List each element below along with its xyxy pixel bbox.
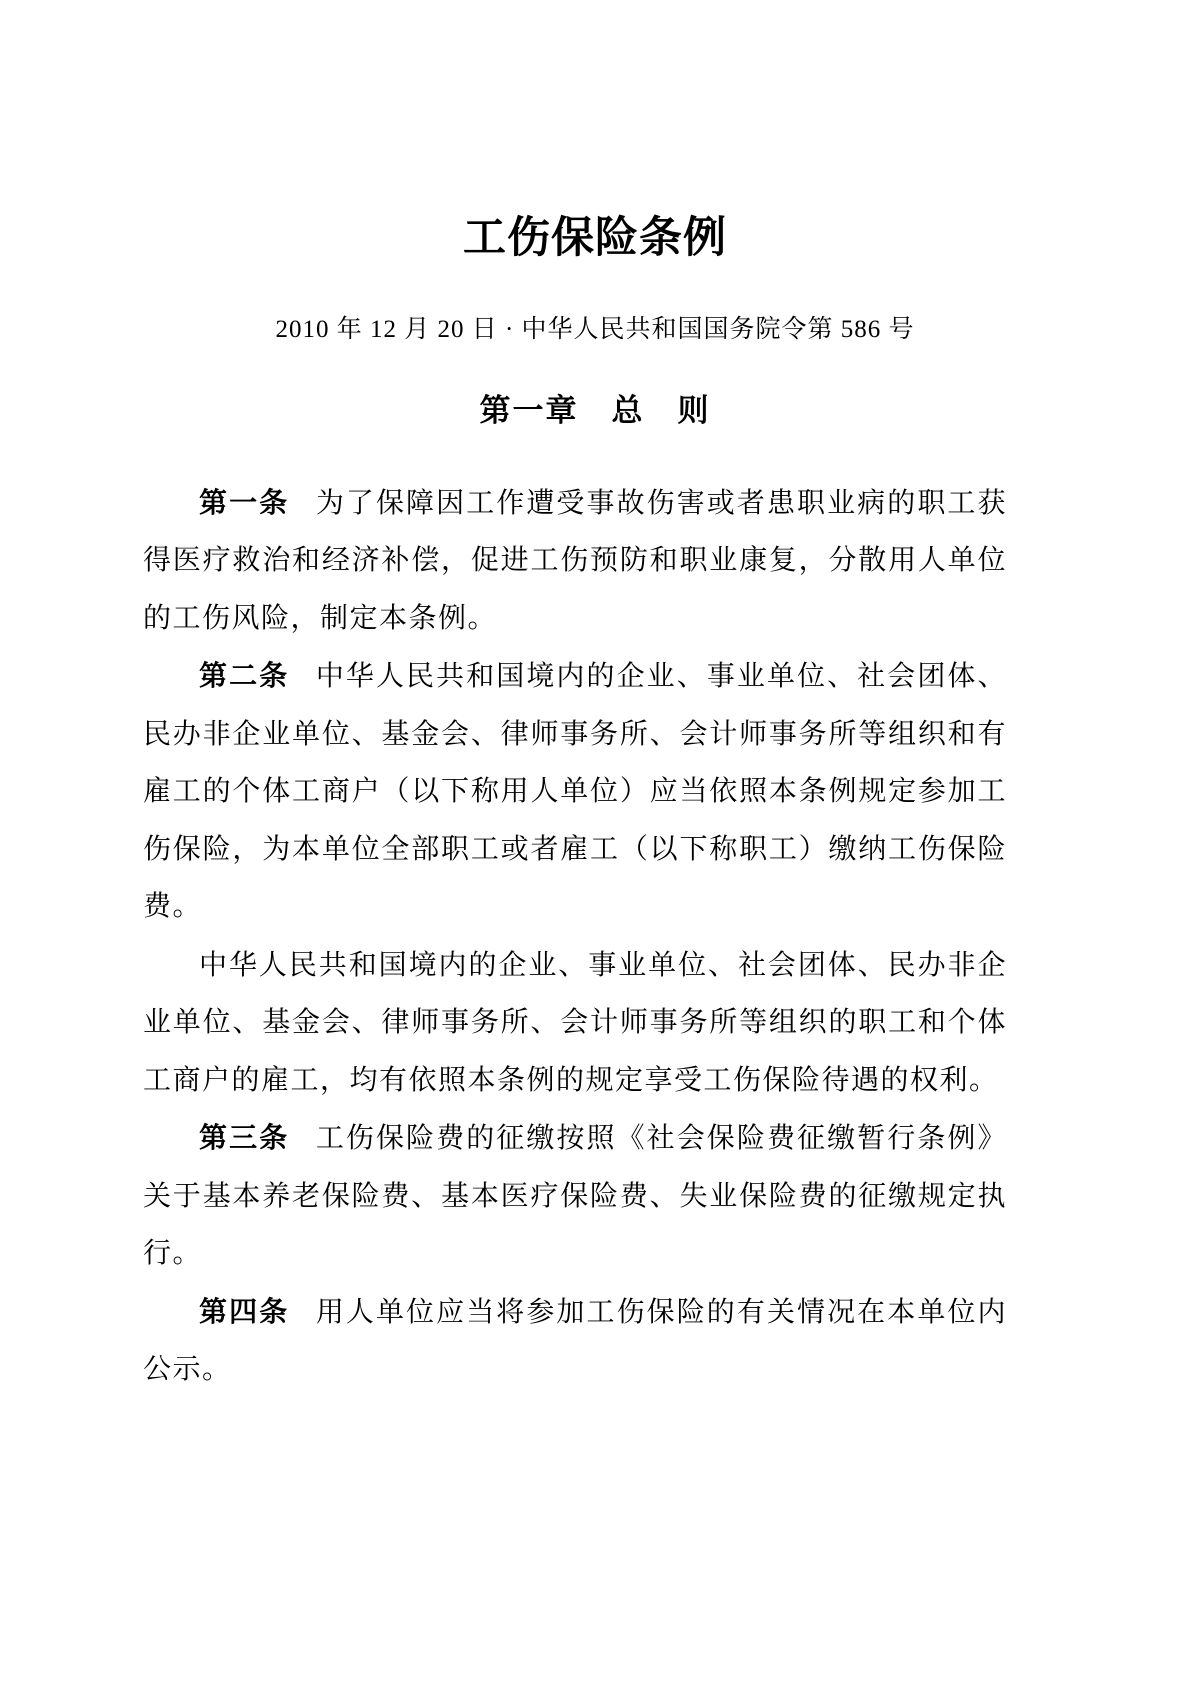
article-paragraph-2	[143, 647, 1007, 936]
article-3-text: 工伤保险费的征缴按照《社会保险费征缴暂行条例》关于基本养老保险费、基本医疗保险费、失业保险费的征缴规定执行。	[143, 1123, 1007, 1270]
article-paragraph-1	[143, 474, 1007, 648]
article-3-label: 第三条	[199, 1122, 290, 1154]
article-4-label: 第四条	[199, 1295, 290, 1327]
document-subtitle: 2010 年 12 月 20 日 · 中华人民共和国国务院令第 586 号	[275, 315, 915, 343]
article-paragraph-4	[143, 1283, 1007, 1399]
article-paragraph-2-clause-2	[143, 936, 1007, 1110]
article-2-label: 第二条	[199, 660, 290, 692]
article-1-text: 为了保障因工作遭受事故伤害或者患职业病的职工获得医疗救治和经济补偿，促进工伤预防和职业康复，分散用人单位的工伤风险，制定本条例。	[143, 487, 1007, 634]
article-paragraph-3	[143, 1109, 1007, 1283]
article-2-clause-2-text: 中华人民共和国境内的企业、事业单位、社会团体、民办非企业单位、基金会、律师事务所、会计师事务所等组织的职工和个体工商户的雇工，均有依照本条例的规定享受工伤保险待遇的权利。	[143, 949, 1007, 1096]
document-body	[143, 474, 1007, 1399]
article-4-text: 用人单位应当将参加工伤保险的有关情况在本单位内公示。	[143, 1296, 1007, 1386]
chapter-heading: 第一章 总 则	[479, 392, 711, 428]
article-2-text: 中华人民共和国境内的企业、事业单位、社会团体、民办非企业单位、基金会、律师事务所、会计师事务所等组织和有雇工的个体工商户（以下称用人单位）应当依照本条例规定参加工伤保险，为本单位全部职工或者雇工（以下称职工）缴纳工伤保险费。	[143, 661, 1007, 923]
article-1-label: 第一条	[199, 486, 290, 518]
document-title: 工伤保险条例	[463, 214, 727, 262]
